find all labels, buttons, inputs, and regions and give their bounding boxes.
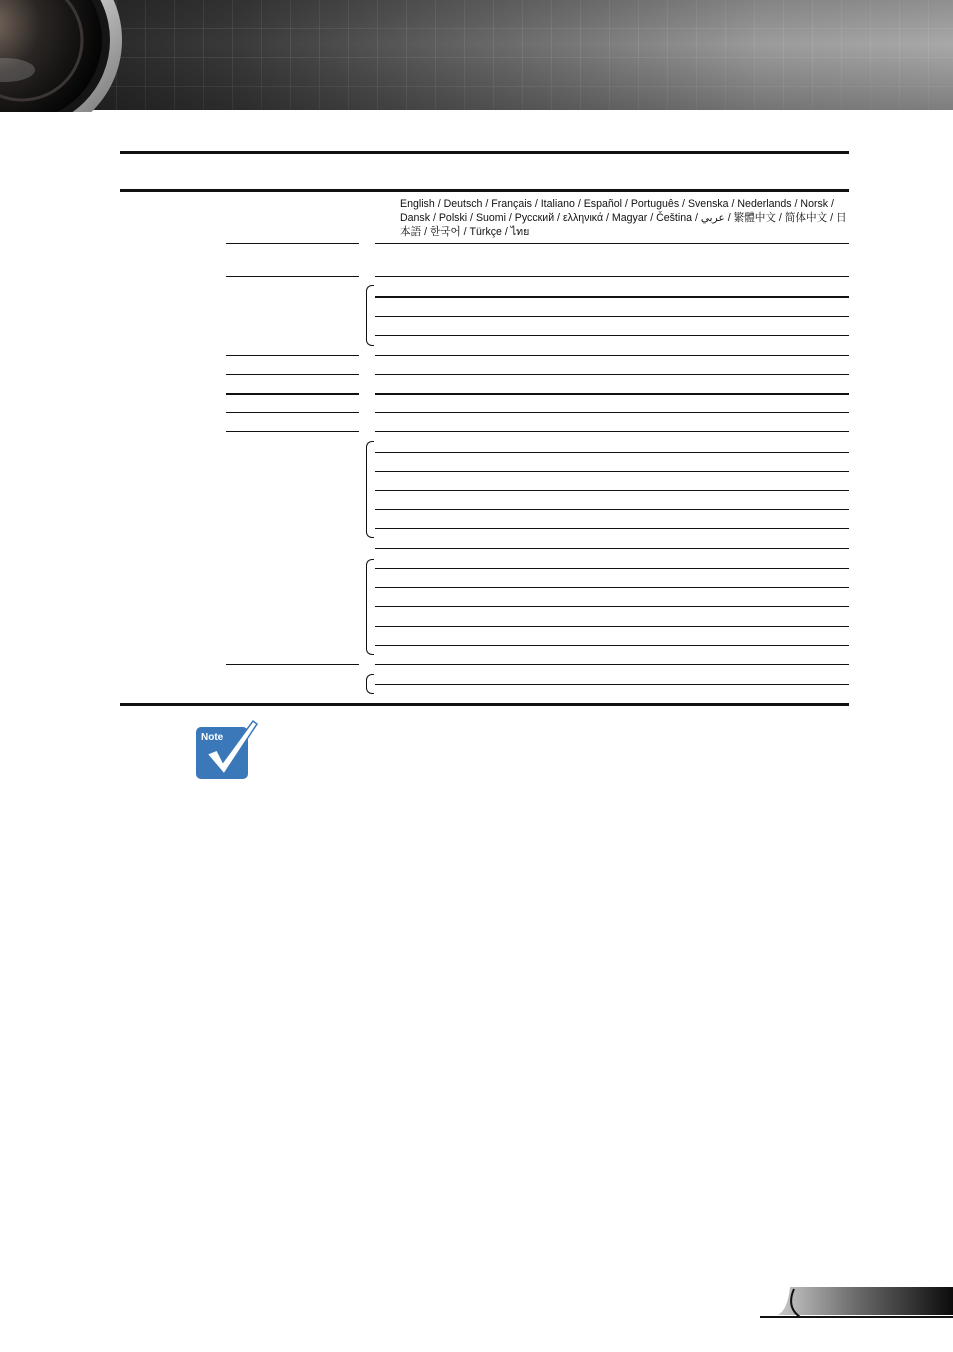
row-divider-col3 <box>375 664 849 665</box>
option-divider <box>375 471 849 472</box>
header-shading <box>0 0 953 110</box>
row-divider-col3 <box>375 374 849 375</box>
row-divider-col2 <box>226 276 359 277</box>
table-bottom-rule <box>120 703 849 706</box>
row-divider-col2 <box>226 374 359 375</box>
header-band <box>0 0 953 110</box>
option-divider <box>375 568 849 569</box>
table-top-rule <box>120 151 849 154</box>
option-group-bracket <box>366 559 374 655</box>
option-divider <box>375 587 849 588</box>
option-divider <box>375 684 849 685</box>
row-divider-col3 <box>375 393 849 395</box>
option-divider <box>375 316 849 317</box>
option-divider <box>375 296 849 298</box>
page-tab-icon <box>760 1285 953 1325</box>
option-divider <box>375 626 849 627</box>
note-label: Note <box>201 732 224 743</box>
option-group-bracket <box>366 285 374 346</box>
row-divider-col3 <box>375 431 849 432</box>
row-divider-col2 <box>226 243 359 244</box>
language-options-text: English / Deutsch / Français / Italiano / Español / Português / Svenska / Nederlands / Norsk / Dansk / Polski / Suomi / Русский / ελληνικά / Magyar / Čeština / عربي / 繁體中文 / 简体中文 / 日本語 / 한국어 / Türkçe / ไทย <box>400 198 847 239</box>
row-divider-col2 <box>226 355 359 356</box>
option-divider <box>375 548 849 549</box>
option-divider <box>375 509 849 510</box>
option-divider <box>375 645 849 646</box>
row-divider-col2 <box>226 412 359 413</box>
option-divider <box>375 452 849 453</box>
option-group-bracket <box>366 674 374 694</box>
option-divider <box>375 490 849 491</box>
row-divider-col2 <box>226 393 359 395</box>
row-divider-col3 <box>375 412 849 413</box>
row-divider-col3 <box>375 243 849 244</box>
option-divider <box>375 528 849 529</box>
row-divider-col3 <box>375 276 849 277</box>
projector-lens-icon <box>0 0 125 112</box>
note-checkmark-icon <box>195 718 261 782</box>
option-divider <box>375 606 849 607</box>
option-group-bracket <box>366 441 374 538</box>
option-divider <box>375 335 849 336</box>
row-divider-col3 <box>375 355 849 356</box>
row-divider-col2 <box>226 431 359 432</box>
row-divider-col2 <box>226 664 359 665</box>
table-header-rule <box>120 189 849 192</box>
